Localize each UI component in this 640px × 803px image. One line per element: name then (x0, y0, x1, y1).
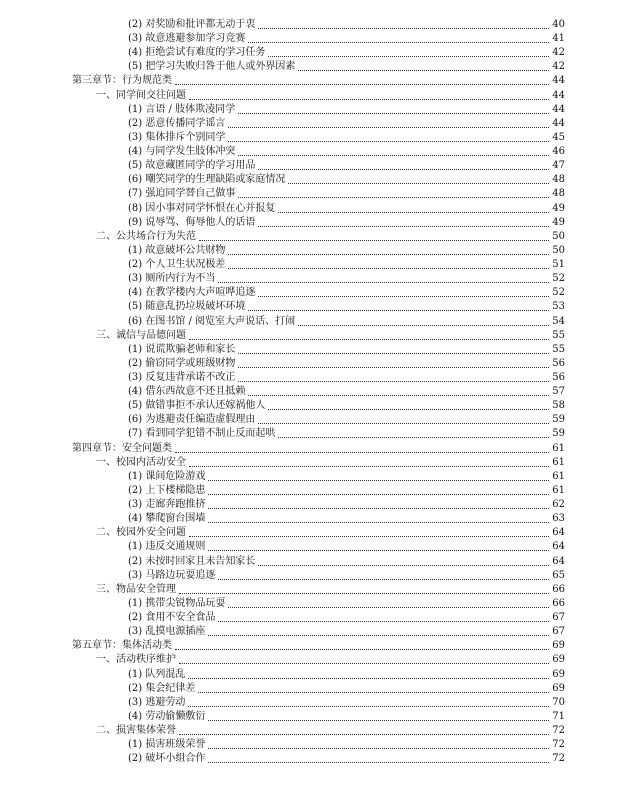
toc-entry-title: (3) 逃避劳动 (128, 696, 186, 708)
toc-page-number: 49 (552, 216, 565, 228)
toc-entry[interactable] (128, 611, 565, 625)
dot-leader (208, 635, 549, 636)
toc-entry-title: (1) 违反交通规则 (128, 541, 206, 553)
dot-leader (298, 325, 549, 326)
toc-page-number: 61 (552, 456, 565, 468)
dot-leader (189, 536, 549, 537)
toc-item (0, 738, 640, 752)
toc-item (0, 159, 640, 173)
toc-entry-title: 一、活动秩序维护 (96, 654, 176, 666)
dot-leader (228, 254, 549, 255)
toc-entry-title: (1) 课间危险游戏 (128, 470, 206, 482)
toc-entry-title: (9) 说辱骂、侮辱他人的话语 (128, 216, 256, 228)
toc-entry[interactable] (96, 230, 565, 244)
toc-entry[interactable] (128, 738, 565, 752)
toc-item (0, 18, 640, 32)
toc-entry-title: 三、物品安全管理 (96, 583, 176, 595)
toc-page-number: 59 (552, 428, 565, 440)
dot-leader (188, 706, 549, 707)
toc-entry[interactable] (128, 343, 565, 357)
dot-leader (189, 466, 549, 467)
toc-page-number: 52 (552, 273, 565, 285)
toc-entry[interactable] (128, 244, 565, 258)
dot-leader (208, 720, 549, 721)
toc-item (0, 216, 640, 230)
toc-page-number: 69 (552, 640, 565, 652)
toc-page-number: 55 (552, 329, 565, 341)
toc-entry-title: (4) 劳动偷懒敷衍 (128, 710, 206, 722)
toc-section (0, 230, 640, 244)
dot-leader (268, 56, 549, 57)
toc-page-number: 61 (552, 442, 565, 454)
toc-page-number: 67 (552, 626, 565, 638)
toc-page-number: 48 (552, 174, 565, 186)
toc-section (0, 583, 640, 597)
dot-leader (175, 452, 549, 453)
dot-leader (238, 113, 549, 114)
toc-section (0, 329, 640, 343)
toc-page-number: 64 (552, 555, 565, 567)
toc-item (0, 498, 640, 512)
toc-entry-title: 第三章节：行为规范类 (72, 75, 172, 87)
toc-entry[interactable] (72, 442, 565, 456)
dot-leader (228, 607, 549, 608)
toc-entry[interactable] (128, 413, 565, 427)
dot-leader (179, 663, 549, 664)
toc-entry[interactable] (128, 117, 565, 131)
toc-entry-title: (4) 在教学楼内大声喧哗追逐 (128, 287, 256, 299)
dot-leader (248, 310, 549, 311)
toc-entry[interactable] (128, 682, 565, 696)
dot-leader (238, 197, 549, 198)
toc-entry[interactable] (128, 272, 565, 286)
toc-page-number: 55 (552, 343, 565, 355)
toc-entry[interactable] (128, 103, 565, 117)
toc-entry-title: 一、校园内活动安全 (96, 456, 186, 468)
toc-page-number: 52 (552, 287, 565, 299)
toc-page-number: 69 (552, 654, 565, 666)
toc-entry-title: (7) 强迫同学替自己做事 (128, 188, 236, 200)
dot-leader (208, 494, 549, 495)
dot-leader (199, 240, 549, 241)
toc-entry[interactable] (96, 329, 565, 343)
toc-entry[interactable] (128, 357, 565, 371)
toc-entry-title: (5) 故意藏匿同学的学习用品 (128, 160, 256, 172)
toc-entry-title: 第四章节：安全问题类 (72, 442, 172, 454)
toc-entry[interactable] (128, 131, 565, 145)
toc-entry-title: (1) 队列混乱 (128, 668, 186, 680)
toc-chapter (0, 639, 640, 653)
toc-page-number: 49 (552, 202, 565, 214)
toc-item (0, 682, 640, 696)
toc-page-number: 66 (552, 597, 565, 609)
toc-entry[interactable] (96, 526, 565, 540)
toc-entry[interactable] (128, 540, 565, 554)
toc-page-number: 42 (552, 61, 565, 73)
toc-entry[interactable] (128, 752, 565, 766)
toc-entry-title: 一、同学间交往问题 (96, 89, 186, 101)
toc-entry-title: (3) 厕所内行为不当 (128, 273, 216, 285)
toc-entry-title: (1) 说谎欺骗老师和家长 (128, 343, 236, 355)
toc-item (0, 343, 640, 357)
toc-item (0, 385, 640, 399)
toc-entry-title: (4) 拒绝尝试有难度的学习任务 (128, 47, 266, 59)
dot-leader (288, 183, 549, 184)
toc-item (0, 427, 640, 441)
dot-leader (248, 42, 549, 43)
toc-chapter (0, 442, 640, 456)
toc-page-number: 44 (552, 89, 565, 101)
toc-entry[interactable] (128, 569, 565, 583)
toc-entry-title: (5) 把学习失败归咎于他人或外界因素 (128, 61, 296, 73)
dot-leader (198, 692, 549, 693)
toc-entry[interactable] (128, 315, 565, 329)
toc-entry-title: (6) 嘲笑同学的生理缺陷或家庭情况 (128, 174, 286, 186)
toc-entry[interactable] (128, 625, 565, 639)
toc-page-number: 57 (552, 386, 565, 398)
toc-entry[interactable] (96, 653, 565, 667)
toc-page-number: 48 (552, 188, 565, 200)
dot-leader (218, 282, 549, 283)
toc-item (0, 611, 640, 625)
toc-page-number: 42 (552, 47, 565, 59)
toc-page-number: 63 (552, 513, 565, 525)
toc-entry[interactable] (128, 470, 565, 484)
toc-page-number: 40 (552, 19, 565, 30)
toc-entry-title: (2) 集会纪律差 (128, 682, 196, 694)
toc-item (0, 244, 640, 258)
dot-leader (179, 593, 549, 594)
toc-entry-title: (6) 为逃避责任编造虚假理由 (128, 414, 256, 426)
dot-leader (208, 762, 549, 763)
dot-leader (208, 480, 549, 481)
toc-entry-title: (2) 破坏小组合作 (128, 753, 206, 765)
toc-item (0, 540, 640, 554)
toc-entry-title: (3) 马路边玩耍追逐 (128, 569, 216, 581)
toc-entry-title: (3) 乱摸电源插座 (128, 626, 206, 638)
dot-leader (258, 423, 549, 424)
toc-entry-title: (4) 与同学发生肢体冲突 (128, 146, 236, 158)
toc-page-number: 64 (552, 541, 565, 553)
toc-entry[interactable] (96, 89, 565, 103)
toc-entry[interactable] (128, 668, 565, 682)
toc-page-number: 62 (552, 499, 565, 511)
toc-entry[interactable] (128, 60, 565, 74)
toc-entry-title: (5) 做错事拒不承认还嫁祸他人 (128, 400, 266, 412)
toc-entry[interactable] (128, 286, 565, 300)
toc-page-number: 69 (552, 668, 565, 680)
toc-page-number: 56 (552, 357, 565, 369)
dot-leader (298, 70, 549, 71)
toc-page-number: 47 (552, 160, 565, 172)
toc-entry-title: 第五章节：集体活动类 (72, 640, 172, 652)
dot-leader (189, 339, 549, 340)
toc-entry[interactable] (128, 484, 565, 498)
toc-item (0, 555, 640, 569)
dot-leader (228, 268, 549, 269)
toc-entry-title: (1) 损害班级荣誉 (128, 739, 206, 751)
toc-section (0, 89, 640, 103)
toc-entry-title: (3) 集体排斥个别同学 (128, 131, 226, 143)
toc-entry[interactable] (128, 32, 565, 46)
toc-page-number: 71 (552, 710, 565, 722)
toc-page-number: 70 (552, 696, 565, 708)
toc-entry[interactable] (128, 300, 565, 314)
dot-leader (189, 99, 549, 100)
dot-leader (228, 141, 549, 142)
toc-entry[interactable] (96, 724, 565, 738)
toc-page-number: 53 (552, 301, 565, 313)
toc-page-number: 41 (552, 33, 565, 45)
toc-page-number: 50 (552, 244, 565, 256)
dot-leader (278, 212, 549, 213)
dot-leader (175, 84, 549, 85)
toc-item (0, 315, 640, 329)
toc-entry[interactable] (128, 187, 565, 201)
dot-leader (179, 734, 549, 735)
toc-entry-title: (3) 故意逃避参加学习竞赛 (128, 33, 246, 45)
toc-page-number: 58 (552, 400, 565, 412)
toc-entry-title: (4) 攀爬窗台围墙 (128, 513, 206, 525)
dot-leader (228, 127, 549, 128)
toc-section (0, 724, 640, 738)
toc-entry-title: (2) 对奖励和批评都无动于衷 (128, 19, 256, 30)
toc-section (0, 653, 640, 667)
toc-entry-title: (8) 因小事对同学怀恨在心并报复 (128, 202, 276, 214)
toc-entry[interactable] (128, 159, 565, 173)
toc-chapter (0, 74, 640, 88)
toc-item (0, 187, 640, 201)
toc-entry[interactable] (128, 18, 565, 32)
toc-entry-title: (6) 在图书馆 / 阅览室大声说话、打闹 (128, 315, 296, 327)
toc-item (0, 145, 640, 159)
toc-entry[interactable] (128, 46, 565, 60)
toc-entry-title: (2) 上下楼梯隐患 (128, 484, 206, 496)
dot-leader (268, 409, 549, 410)
toc-page-number: 51 (552, 259, 565, 271)
toc-entry-title: (2) 食用不安全食品 (128, 612, 216, 624)
dot-leader (258, 296, 549, 297)
toc-item (0, 512, 640, 526)
toc-page-number: 72 (552, 739, 565, 751)
dot-leader (208, 550, 549, 551)
toc-entry-title: 二、损害集体荣誉 (96, 725, 176, 736)
toc-entry[interactable] (128, 427, 565, 441)
toc-entry[interactable] (128, 202, 565, 216)
toc-entry[interactable] (72, 639, 565, 653)
toc-entry[interactable] (128, 385, 565, 399)
toc-entry[interactable] (96, 456, 565, 470)
toc-item (0, 399, 640, 413)
toc-section (0, 456, 640, 470)
toc-item (0, 597, 640, 611)
toc-entry-title: (3) 反复违背承诺不改正 (128, 372, 236, 383)
toc-page-number: 64 (552, 527, 565, 539)
dot-leader (208, 508, 549, 509)
toc-entry[interactable] (128, 399, 565, 413)
toc-entry[interactable] (128, 371, 565, 385)
toc-page-number: 61 (552, 484, 565, 496)
dot-leader (238, 353, 549, 354)
toc-page-number: 54 (552, 315, 565, 327)
toc-entry[interactable] (128, 145, 565, 159)
toc-item (0, 470, 640, 484)
toc-entry-title: (2) 偷窃同学或班级财物 (128, 357, 236, 369)
toc-page-number: 66 (552, 583, 565, 595)
toc-entry[interactable] (128, 597, 565, 611)
toc-entry-title: (2) 个人卫生状况极差 (128, 259, 226, 271)
toc-item (0, 710, 640, 724)
toc-page-number: 61 (552, 470, 565, 482)
dot-leader (188, 678, 549, 679)
toc-entry-title: (1) 携带尖锐物品玩耍 (128, 597, 226, 609)
toc-entry-title: (1) 言语 / 肢体欺凌同学 (128, 103, 236, 115)
toc-page-number: 44 (552, 75, 565, 87)
toc-entry[interactable] (128, 216, 565, 230)
toc-entry-title: (2) 未按时回家且未告知家长 (128, 555, 256, 567)
dot-leader (218, 621, 549, 622)
toc-page-number: 69 (552, 682, 565, 694)
toc-entry-title: (5) 随意乱扔垃圾破坏环境 (128, 301, 246, 313)
toc-entry[interactable] (128, 173, 565, 187)
toc-entry[interactable] (128, 258, 565, 272)
dot-leader (238, 367, 549, 368)
toc-item (0, 357, 640, 371)
dot-leader (258, 28, 549, 29)
toc-page-number: 65 (552, 569, 565, 581)
toc-entry-title: (3) 走廊奔跑推挤 (128, 499, 206, 511)
toc-page-number: 59 (552, 414, 565, 426)
toc-item (0, 117, 640, 131)
toc-item (0, 202, 640, 216)
toc-section (0, 526, 640, 540)
toc-item (0, 286, 640, 300)
toc-item (0, 46, 640, 60)
toc-entry-title: 三、诚信与品德问题 (96, 329, 186, 341)
toc-item (0, 625, 640, 639)
toc-item (0, 668, 640, 682)
dot-leader (258, 169, 549, 170)
dot-leader (175, 649, 549, 650)
toc-item (0, 173, 640, 187)
toc-page-number: 44 (552, 103, 565, 115)
toc-entry[interactable] (128, 696, 565, 710)
toc-item (0, 484, 640, 498)
toc-item (0, 752, 640, 766)
toc-entry[interactable] (72, 74, 565, 88)
toc-page-number: 56 (552, 372, 565, 383)
toc-item (0, 258, 640, 272)
toc-page-number: 44 (552, 117, 565, 129)
toc-item (0, 569, 640, 583)
dot-leader (218, 579, 549, 580)
toc-entry[interactable] (128, 710, 565, 724)
toc-entry[interactable] (128, 498, 565, 512)
toc-item (0, 32, 640, 46)
toc-page-number: 72 (552, 725, 565, 736)
toc-page-number: 50 (552, 230, 565, 242)
toc-item (0, 696, 640, 710)
dot-leader (258, 565, 549, 566)
toc-entry-title: (1) 故意破坏公共财物 (128, 244, 226, 256)
toc-item (0, 300, 640, 314)
toc-entry-title: (7) 看到同学犯错不制止反而起哄 (128, 428, 276, 440)
toc-entry-title: (4) 借东西故意不还且抵赖 (128, 386, 246, 398)
toc-item (0, 413, 640, 427)
toc-page-number: 67 (552, 612, 565, 624)
toc-item (0, 103, 640, 117)
toc-item (0, 60, 640, 74)
dot-leader (238, 155, 549, 156)
toc-entry-title: 二、公共场合行为失范 (96, 230, 196, 242)
toc-page-number: 46 (552, 146, 565, 158)
dot-leader (208, 748, 549, 749)
toc-entry[interactable] (96, 583, 565, 597)
toc-item (0, 272, 640, 286)
toc-entry-title: 二、校园外安全问题 (96, 527, 186, 539)
toc-entry[interactable] (128, 512, 565, 526)
dot-leader (248, 395, 549, 396)
dot-leader (258, 226, 549, 227)
dot-leader (208, 522, 549, 523)
toc-entry-title: (2) 恶意传播同学谣言 (128, 117, 226, 129)
dot-leader (238, 381, 549, 382)
dot-leader (278, 437, 549, 438)
toc-entry[interactable] (128, 555, 565, 569)
toc-page-number: 72 (552, 753, 565, 765)
toc-item (0, 131, 640, 145)
toc-item (0, 371, 640, 385)
toc-page-number: 45 (552, 131, 565, 143)
